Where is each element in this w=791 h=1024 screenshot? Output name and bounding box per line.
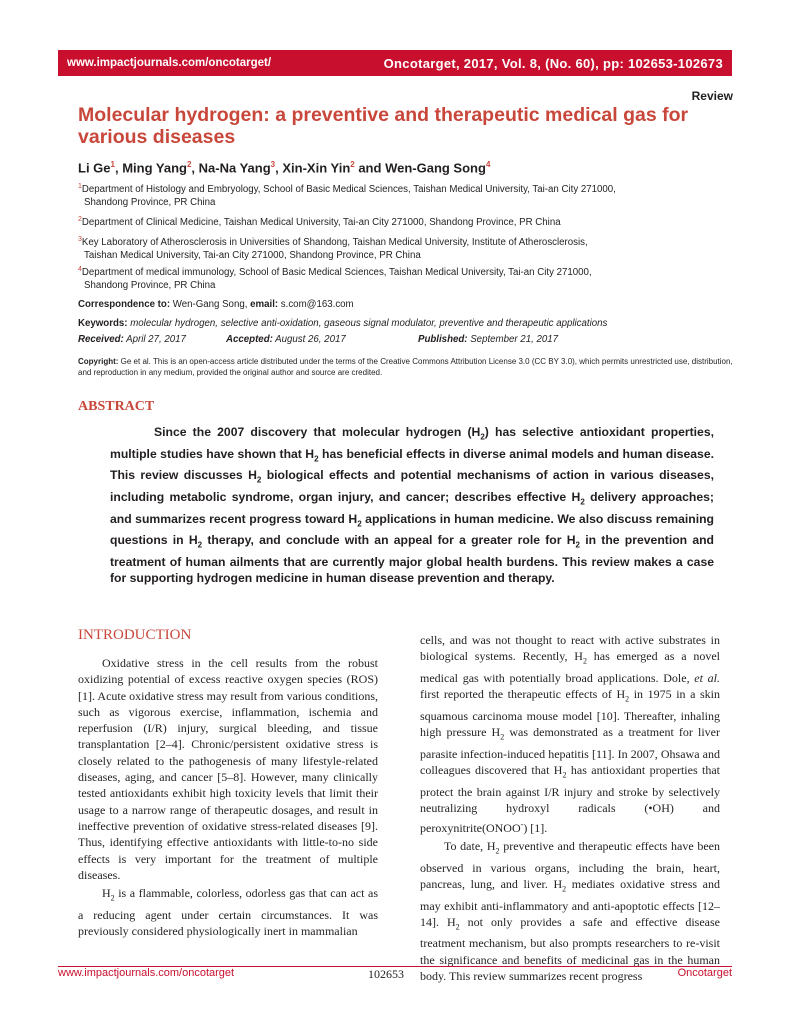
journal-banner: [58, 50, 732, 76]
author-name: Xin-Xin Yin: [282, 160, 351, 176]
author-affiliation-mark: 2: [186, 160, 192, 169]
affiliation-4: $^4$Department of medical immunology, School of Basic Medical Sciences, Taishan Medical University, Tai-an City 271000, Shandong Province, PR China: [78, 265, 592, 291]
email-link[interactable]: s.com@163.com: [278, 299, 354, 310]
abstract-heading: ABSTRACT: [78, 399, 155, 414]
author-affiliation-mark: 1: [110, 160, 115, 169]
article-title: Molecular hydrogen: a preventive and therapeutic medical gas for various diseases: [78, 104, 689, 148]
footer-url-link[interactable]: www.impactjournals.com/oncotarget: [58, 967, 235, 979]
article-type: Review: [691, 89, 733, 103]
author-name: Li Ge: [78, 160, 111, 176]
author-name: Na-Na Yang: [198, 160, 271, 176]
correspondence-line: Correspondence to: Wen-Gang Song, email: s.com@163.com: [78, 299, 354, 310]
journal-url-link[interactable]: www.impactjournals.com/oncotarget/: [67, 57, 272, 69]
author-affiliation-mark: 3: [270, 160, 276, 169]
introduction-heading: INTRODUCTION: [78, 627, 192, 643]
affiliation-2: $^2$Department of Clinical Medicine, Taishan Medical University, Tai-an City 271000, Shandong Province, PR China: [78, 215, 561, 228]
page-footer: [58, 966, 732, 985]
citation-text: Oncotarget, 2017, Vol. 8, (No. 60), pp: 102653-102673: [383, 55, 723, 71]
page-number: 102653: [368, 967, 404, 981]
intro-left-column: [78, 655, 378, 939]
affiliation-1: $^1$Department of Histology and Embryology, School of Basic Medical Sciences, Taishan Medical University, Tai-an City 271000, Shandong Province, PR China: [78, 182, 616, 208]
author-name: Wen-Gang Song: [385, 160, 486, 176]
author-affiliation-mark: 4: [485, 160, 491, 169]
intro-right-column: [420, 632, 720, 984]
intro-paragraph-1: Oxidative stress in the cell results from the robust oxidizing potential of excess reactive oxygen species (ROS) [1]. Acute oxidative stress may result from various conditions, such as vigorous exercise, inflammation, ischemia and reperfusion (I/R) injury, surgical bleeding, and tissue transplantation [2–4]. Chronic/persistent oxidative stress is closely related to the pathogenesis of many lifestyle-related diseases, aging, and cancer [5–8]. However, many clinically tested antioxidants exhibit high toxicity levels that limit their usage to a narrow range of therapeutic dosages, and result in ineffective prevention of oxidative stress-related diseases [9]. Thus, identifying effective antioxidants with little-to-no side effects is very important for the treatment of multiple diseases.: [78, 656, 378, 882]
intro-paragraph-2: $H_2$ is a flammable, colorless, odorless gas that can act as a reducing agent under certain circumstances. It was previously considered physiologically inert in mammalian: [78, 886, 378, 939]
keywords-line: Keywords: molecular hydrogen, selective anti-oxidation, gaseous signal modulator, preventive and therapeutic applications: [78, 318, 608, 329]
footer-journal: Oncotarget: [677, 967, 732, 979]
abstract-text: Since the 2007 discovery that molecular hydrogen $(H_2)$ has selective antioxidant properties, multiple studies have shown that $H_2$ has beneficial effects in diverse animal models and human disease. This review discusses $H_2$ biological effects and potential mechanisms of action in various diseases, including metabolic syndrome, organ injury, and cancer; describes effective $H_2$ delivery approaches; and summarizes recent progress toward $H_2$ applications in human medicine. We also discuss remaining questions in $H_2$ therapy, and conclude with an appeal for a greater role for $H_2$ in the prevention and treatment of human ailments that are currently major global health burdens. This review makes a case for supporting hydrogen medicine in human disease prevention and therapy.: [110, 425, 714, 586]
author-affiliation-mark: 2: [350, 160, 355, 169]
author-name: Ming Yang: [122, 160, 187, 176]
intro-paragraph-4: To date, $H_2$ preventive and therapeutic effects have been observed in various organs, including the brain, heart, pancreas, lung, and liver. $H_2$ mediates oxidative stress and may exhibit anti-inflammatory and anti-apoptotic effects [12–14]. $H_2$ not only provides a safe and effective disease treatment mechanism, but also prompts researchers to re-visit the significance and benefits of medicinal gas in the human body. This review summarizes recent progress: [420, 838, 721, 984]
intro-paragraph-3: cells, and was not thought to react with active substrates in biological systems. Recently, $H_2$ has emerged as a novel medical gas with potentially broad applications. Dole, et al. first reported the therapeutic effects of $H_2$ in 1975 in a skin squamous carcinoma mouse model [10]. Thereafter, inhaling high pressure $H_2$ was demonstrated as a treatment for liver parasite infection-induced hepatitis [11]. In 2007, Ohsawa and colleagues discovered that $H_2$ has antioxidant properties that protect the brain against I/R injury and stroke by selectively neutralizing hydroxyl radicals (•OH) and peroxynitrite(ONOO-) [1].: [420, 633, 721, 835]
copyright-notice: Copyright: Ge et al. This is an open-access article distributed under the terms of the Creative Commons Attribution License 3.0 (CC BY 3.0), which permits unrestricted use, distribution, and reproduction in any medium, provided the original author and source are credited.: [78, 357, 733, 377]
author-list: Li Ge$^1$, Ming Yang$^2$, Na-Na Yang$^3$, Xin-Xin Yin$^2$ and Wen-Gang Song$^4$: [78, 160, 491, 176]
affiliation-3: $^3$Key Laboratory of Atherosclerosis in Universities of Shandong, Taishan Medical University, Institute of Atherosclerosis, Taishan Medical University, Tai-an City 271000, Shandong Province, PR China: [78, 235, 588, 261]
